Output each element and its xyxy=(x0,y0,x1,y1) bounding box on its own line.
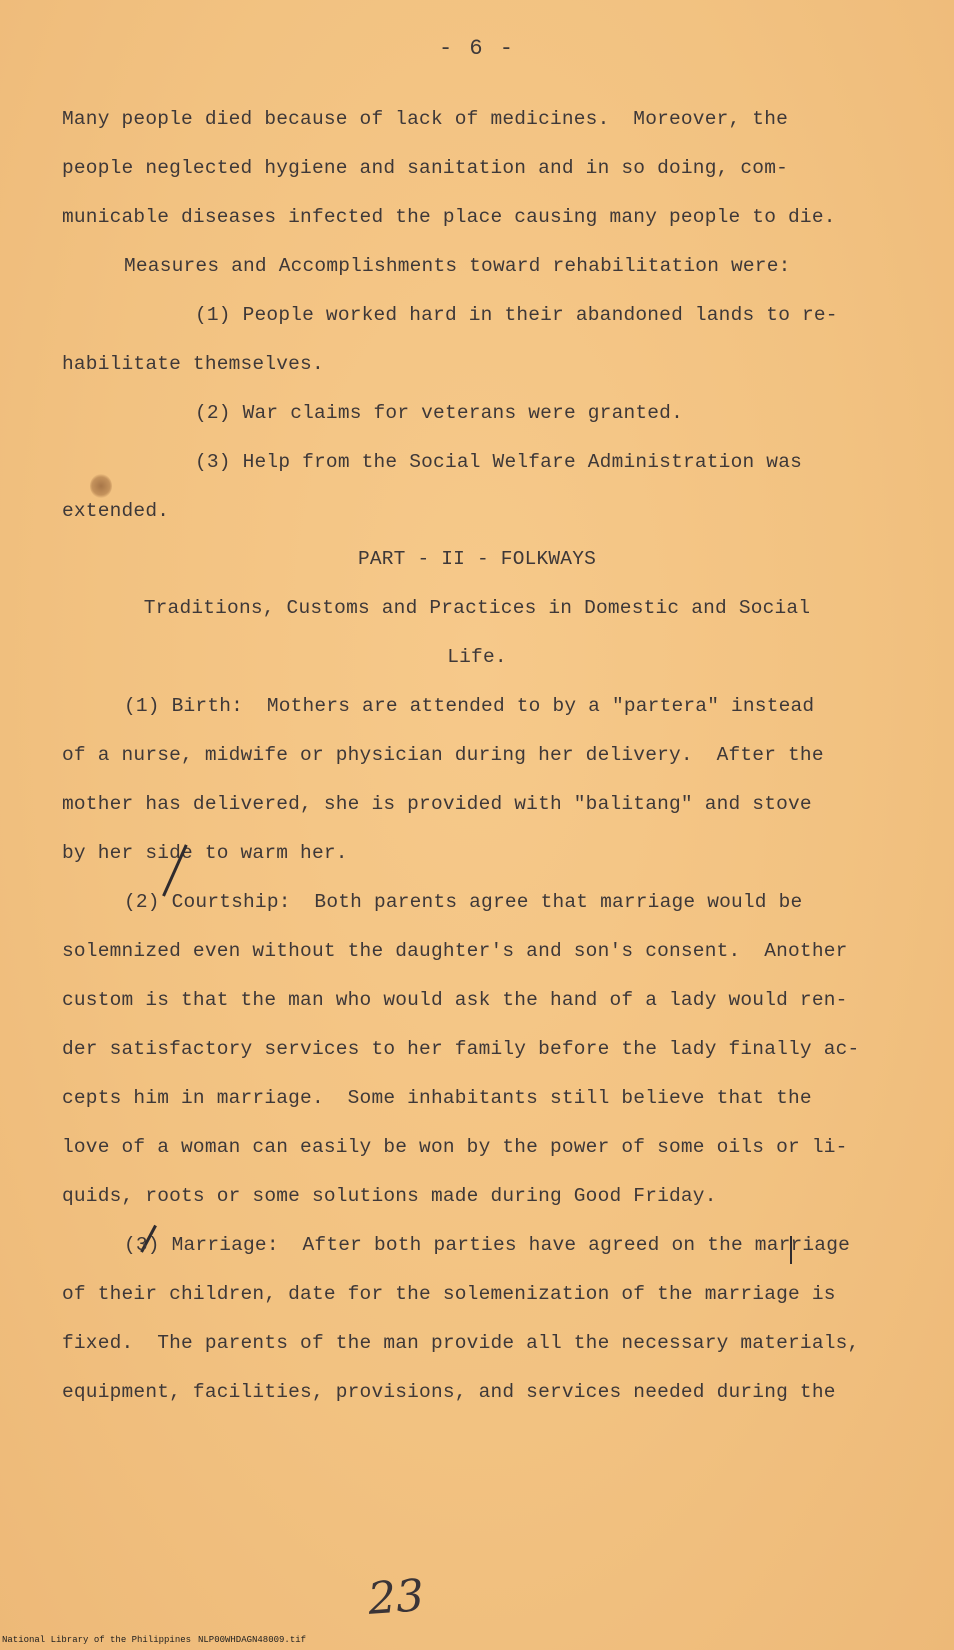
text-line: Many people died because of lack of medicines. Moreover, the xyxy=(62,108,789,130)
text-line: quids, roots or some solutions made during Good Friday. xyxy=(62,1185,717,1207)
text-line: (2) Courtship: Both parents agree that marriage would be xyxy=(124,891,803,913)
section-title: Traditions, Customs and Practices in Domestic and Social xyxy=(143,597,811,619)
handwritten-page-number: 23 xyxy=(366,1570,426,1625)
text-line: equipment, facilities, provisions, and services needed during the xyxy=(62,1381,836,1403)
footer-filename: NLP00WHDAGN48009.tif xyxy=(198,1635,307,1645)
text-line: municable diseases infected the place causing many people to die. xyxy=(62,206,836,228)
text-line: Measures and Accomplishments toward rehabilitation were: xyxy=(124,255,791,277)
text-line: (1) Birth: Mothers are attended to by a "partera" instead xyxy=(124,695,815,717)
text-line: of a nurse, midwife or physician during her delivery. After the xyxy=(62,744,824,766)
text-line: custom is that the man who would ask the hand of a lady would ren- xyxy=(62,989,848,1011)
text-line: fixed. The parents of the man provide all the necessary materials, xyxy=(62,1332,860,1354)
text-line: love of a woman can easily be won by the power of some oils or li- xyxy=(62,1136,848,1158)
text-line: extended. xyxy=(62,500,170,522)
page-number: - 6 - xyxy=(438,36,515,61)
text-line: habilitate themselves. xyxy=(62,353,324,375)
section-title-continued: Life. xyxy=(447,646,507,668)
footer-source: National Library of the Philippines xyxy=(2,1635,192,1645)
text-line: (1) People worked hard in their abandoned lands to re- xyxy=(195,304,838,326)
text-line: mother has delivered, she is provided with "balitang" and stove xyxy=(62,793,812,815)
text-line: by her side to warm her. xyxy=(62,842,348,864)
text-line: people neglected hygiene and sanitation and in so doing, com- xyxy=(62,157,789,179)
text-line: solemnized even without the daughter's and son's consent. Another xyxy=(62,940,848,962)
text-line: der satisfactory services to her family before the lady finally ac- xyxy=(62,1038,860,1060)
ink-blot-mark xyxy=(90,474,112,498)
part-heading: PART - II - FOLKWAYS xyxy=(357,548,597,570)
text-line: (3) Marriage: After both parties have agreed on the marriage xyxy=(124,1234,851,1256)
text-line: (3) Help from the Social Welfare Administration was xyxy=(195,451,802,473)
text-line: cepts him in marriage. Some inhabitants still believe that the xyxy=(62,1087,812,1109)
text-line: (2) War claims for veterans were granted. xyxy=(195,402,683,424)
text-line: of their children, date for the solemenization of the marriage is xyxy=(62,1283,836,1305)
